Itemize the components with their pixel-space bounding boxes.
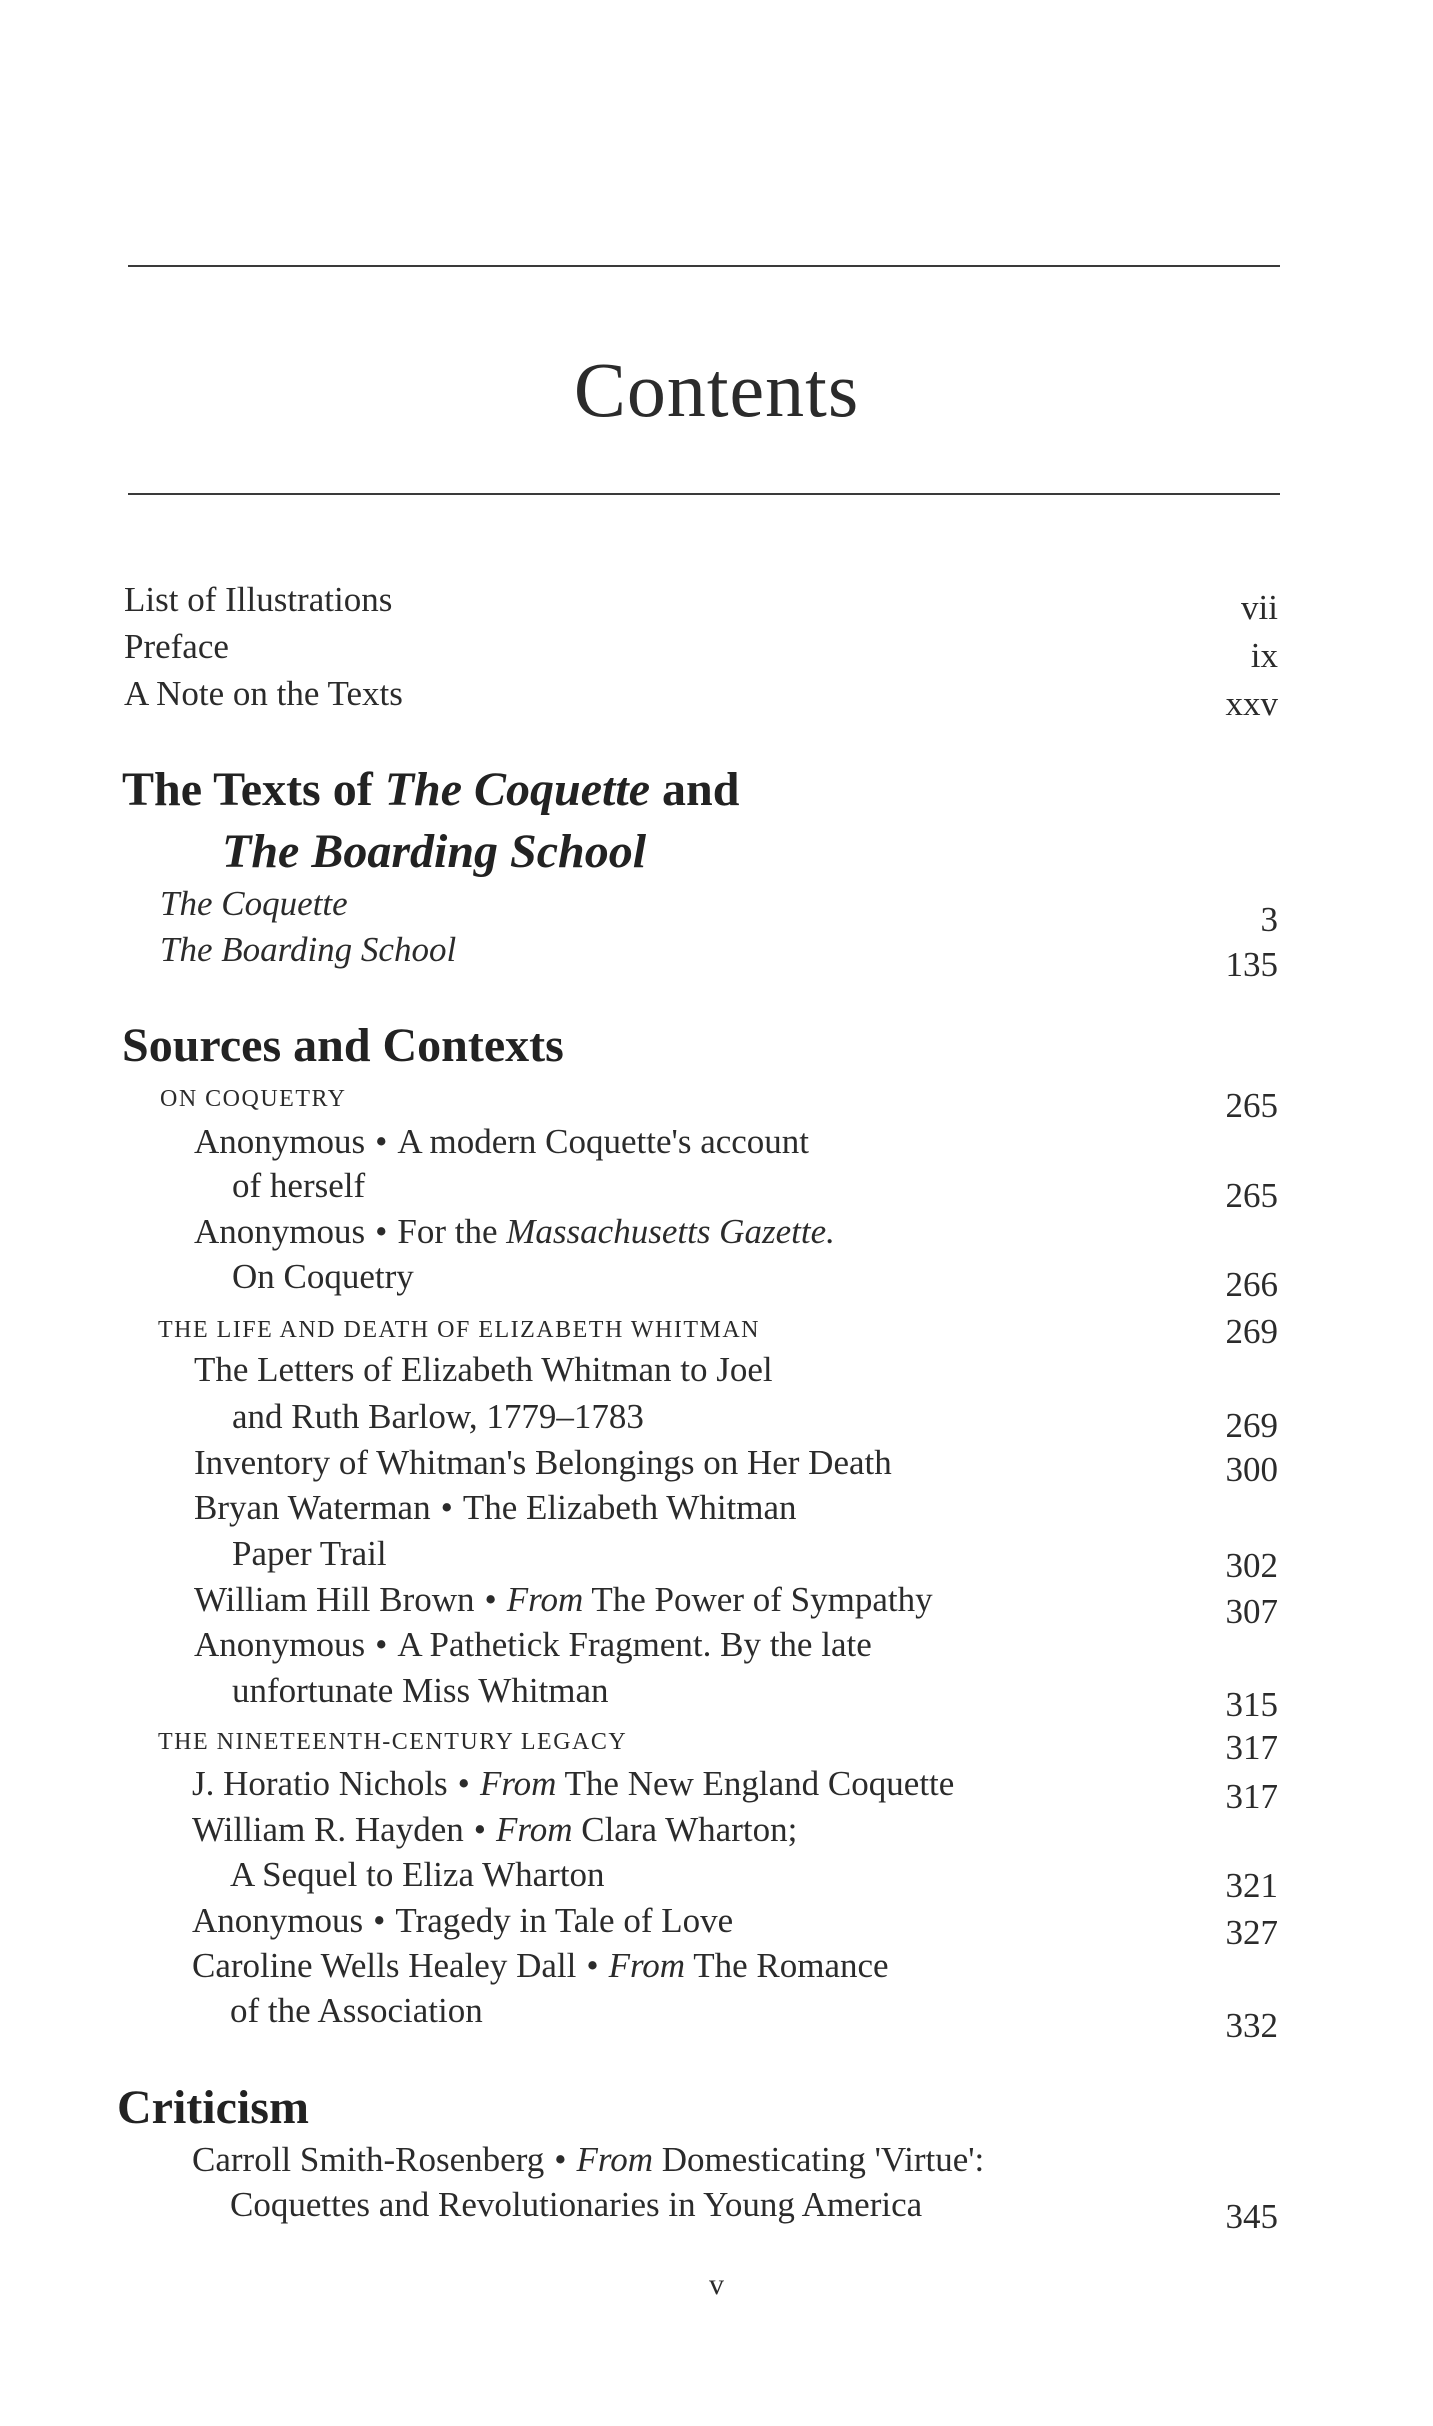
toc-entry [192, 1810, 797, 1850]
toc-page-number: 315 [1225, 1685, 1278, 1724]
toc-entry-letters: The Letters of Elizabeth Whitman to Joel [194, 1350, 773, 1389]
bullet-icon: • [586, 1946, 599, 1985]
entry-title: Clara Wharton; [581, 1810, 798, 1849]
part-heading-sources: Sources and Contexts [122, 1019, 564, 1072]
toc-entry-preface: Preface [124, 627, 229, 666]
entry-author: Bryan Waterman [194, 1488, 431, 1527]
toc-page-number: 135 [1225, 945, 1278, 984]
entry-title-continued: of the Association [230, 1991, 483, 2030]
entry-title: Tragedy in Tale of Love [395, 1901, 734, 1940]
toc-page-number: 302 [1225, 1546, 1278, 1585]
toc-page-number: 3 [1260, 900, 1278, 939]
entry-author: William R. Hayden [192, 1810, 464, 1849]
toc-entry-note-on-texts: A Note on the Texts [124, 674, 403, 713]
entry-author: Anonymous [194, 1625, 366, 1664]
toc-entry-list-of-illustrations: List of Illustrations [124, 580, 393, 619]
page-title: Contents [573, 346, 860, 433]
bullet-icon: • [440, 1488, 453, 1527]
part-heading-texts [122, 762, 739, 818]
section-heading-whitman: THE LIFE AND DEATH OF ELIZABETH WHITMAN [158, 1317, 760, 1343]
entry-author: Caroline Wells Healey Dall [192, 1946, 577, 1985]
toc-page-number: ix [1250, 636, 1278, 675]
entry-author: Anonymous [194, 1212, 366, 1251]
title-bottom-rule [128, 493, 1280, 495]
entry-title-continued: unfortunate Miss Whitman [232, 1671, 609, 1710]
entry-from: From [608, 1946, 686, 1985]
toc-page-number: 317 [1225, 1728, 1278, 1767]
entry-author: Carroll Smith-Rosenberg [192, 2140, 545, 2179]
entry-title: For the [397, 1212, 507, 1251]
toc-entry [194, 1488, 797, 1528]
toc-entry [194, 1212, 835, 1252]
toc-entry [192, 2140, 984, 2180]
bullet-icon: • [473, 1810, 486, 1849]
entry-title-continued: On Coquetry [232, 1257, 414, 1296]
bullet-icon: • [457, 1764, 470, 1803]
toc-entry-inventory: Inventory of Whitman's Belongings on Her Death [194, 1443, 892, 1482]
toc-page-number: 332 [1225, 2006, 1278, 2045]
bullet-icon: • [484, 1580, 497, 1619]
part-heading-title-line2: The Boarding School [222, 825, 647, 878]
toc-page-number: vii [1241, 588, 1278, 627]
part-heading-title: The Coquette [384, 763, 651, 816]
toc-page-number: 265 [1225, 1176, 1278, 1215]
entry-title: A modern Coquette's account [397, 1122, 810, 1161]
entry-author: William Hill Brown [194, 1580, 475, 1619]
toc-page-number: 317 [1225, 1777, 1278, 1816]
entry-from: From [506, 1580, 584, 1619]
part-heading-prefix: The Texts of [122, 763, 385, 816]
entry-title: The Romance [693, 1946, 889, 1985]
toc-page-number: 327 [1225, 1913, 1278, 1952]
top-rule [128, 265, 1280, 267]
entry-author: Anonymous [194, 1122, 366, 1161]
section-heading-legacy: THE NINETEENTH-CENTURY LEGACY [158, 1729, 628, 1755]
toc-entry-the-boarding-school: The Boarding School [160, 930, 457, 969]
bullet-icon: • [373, 1901, 386, 1940]
toc-entry-the-coquette: The Coquette [160, 884, 348, 923]
entry-author: J. Horatio Nichols [192, 1764, 448, 1803]
entry-title: The Power of Sympathy [591, 1580, 933, 1619]
part-heading-and: and [650, 763, 740, 816]
entry-title-continued: and Ruth Barlow, 1779–1783 [232, 1397, 644, 1436]
bullet-icon: • [375, 1122, 388, 1161]
entry-title-continued: Coquettes and Revolutionaries in Young America [230, 2185, 923, 2224]
entry-author: Anonymous [192, 1901, 364, 1940]
part-heading-criticism: Criticism [117, 2081, 309, 2134]
toc-entry [194, 1625, 872, 1665]
toc-entry [192, 1901, 733, 1941]
entry-from: From [576, 2140, 653, 2179]
bullet-icon: • [554, 2140, 567, 2179]
toc-entry [194, 1580, 933, 1620]
bullet-icon: • [375, 1212, 388, 1251]
toc-page-number: 307 [1225, 1592, 1278, 1631]
toc-page-number: 265 [1225, 1086, 1278, 1125]
toc-page-number: 300 [1225, 1450, 1278, 1489]
entry-title-italic: Massachusetts Gazette. [506, 1212, 835, 1251]
section-heading-coquetry: ON COQUETRY [160, 1086, 347, 1112]
toc-entry [192, 1946, 889, 1986]
entry-from: From [496, 1810, 573, 1849]
entry-title-continued: Paper Trail [232, 1534, 387, 1573]
entry-from: From [479, 1764, 557, 1803]
entry-title-continued: of herself [232, 1166, 366, 1205]
entry-title: Domesticating 'Virtue': [661, 2140, 985, 2179]
toc-page-number: 321 [1225, 1866, 1278, 1905]
toc-page-number: xxv [1225, 684, 1278, 723]
toc-page-number: 345 [1225, 2197, 1278, 2236]
toc-page-number: 269 [1225, 1312, 1278, 1351]
toc-page-number: 266 [1225, 1265, 1278, 1304]
bullet-icon: • [375, 1625, 388, 1664]
toc-page-number: 269 [1225, 1406, 1278, 1445]
page-folio: v [709, 2268, 724, 2301]
entry-title-continued: A Sequel to Eliza Wharton [230, 1855, 605, 1894]
entry-title: The Elizabeth Whitman [462, 1488, 797, 1527]
toc-entry [194, 1122, 809, 1162]
toc-entry [192, 1764, 954, 1804]
entry-title: The New England Coquette [564, 1764, 955, 1803]
entry-title: A Pathetick Fragment. By the late [397, 1625, 872, 1664]
